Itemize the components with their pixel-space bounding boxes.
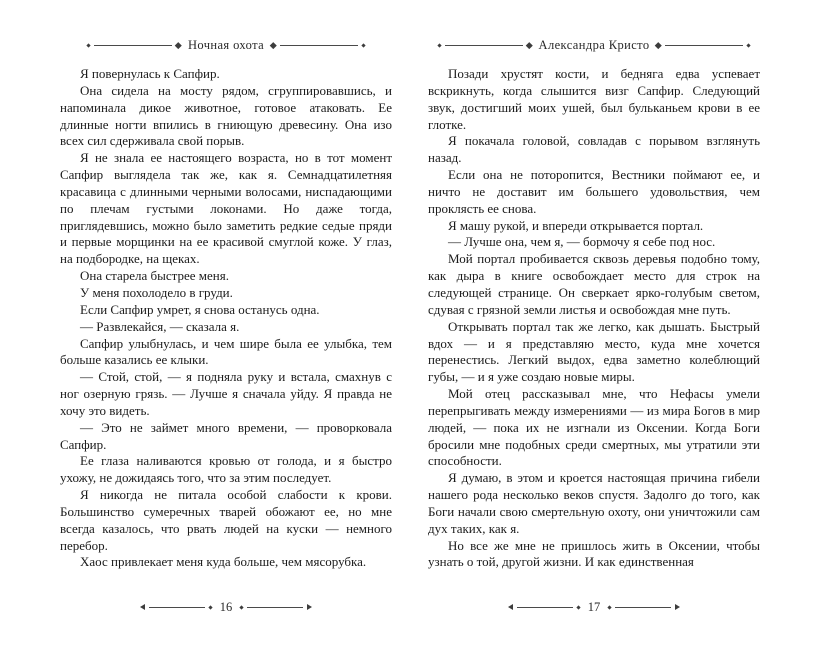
author-name: Александра Кристо [538,37,650,52]
header-ornament-left-icon [87,43,181,48]
paragraph: Позади хрустят кости, и бедняга едва успевает вскрикнуть, когда слышится визг Сапфир. Следующий звук, достигший моих ушей, был бульканьем крови в ее глотке. [428,66,760,132]
paragraph: — Лучше она, чем я, — бормочу я себе под нос. [448,234,716,250]
paragraph: У меня похолодело в груди. [80,284,233,300]
arrow-right-icon [307,604,312,610]
footer-ornament-right-icon [608,604,680,610]
paragraph: Я никогда не питала особой слабости к крови. Большинство сумеречных тварей обожают ее, но мне всегда казалось, что рвать людей на куски — немного перебор. [60,487,392,553]
right-page-content [428,38,760,590]
rule-line [665,45,743,46]
header-ornament-left-icon [438,43,532,48]
diamond-icon [270,42,276,48]
paragraph: Но все же мне не пришлось жить в Оксении, чтобы узнать о той, другой жизни. И как единственная [428,537,760,570]
diamond-icon [208,605,212,609]
header-ornament-right-icon [656,43,750,48]
diamond-icon [746,43,750,47]
diamond-icon [608,605,612,609]
chapter-title: Ночная охота [187,37,265,52]
right-page [410,0,820,661]
diamond-icon [87,43,91,47]
paragraph: Я покачала головой, совладав с порывом взглянуть назад. [428,133,760,166]
paragraph: Я машу рукой, и впереди открывается портал. [448,217,704,233]
rule-line [445,45,523,46]
diamond-icon [437,43,441,47]
paragraph: Она старела быстрее меня. [80,268,229,284]
rule-line [247,607,303,608]
footer-ornament-left-icon [508,604,580,610]
diamond-icon [361,43,365,47]
footer-ornament-right-icon [240,604,312,610]
right-page-text [428,66,760,590]
paragraph: Я повернулась к Сапфир. [80,66,220,81]
paragraph: Открывать портал так же легко, как дышать. Быстрый вдох — и я представляю место, куда мне хочется перенестись. Легкий выдох, едва заметно колеблющий губы, — и я уже создаю новые миры. [428,318,760,385]
rule-line [94,45,172,46]
right-running-header [428,38,760,52]
rule-line [149,607,205,608]
right-page-footer [428,600,760,614]
diamond-icon [526,42,532,48]
diamond-icon [240,605,244,609]
arrow-left-icon [140,604,145,610]
page-number: 17 [587,599,601,614]
diamond-icon [656,42,662,48]
header-ornament-right-icon [271,43,365,48]
rule-line [517,607,573,608]
paragraph: Хаос привлекает меня куда больше, чем мясорубка. [80,554,367,570]
paragraph: Если она не поторопится, Вестники поймают ее, и ничто не доставит им большего удовольствия, чем проклясть ее снова. [428,167,760,216]
left-page-footer [60,600,392,614]
arrow-right-icon [675,604,680,610]
left-page-text [60,66,392,590]
left-page-content [60,38,392,590]
paragraph: — Развлекайся, — сказала я. [80,318,240,334]
paragraph: Ее глаза наливаются кровью от голода, и я быстро ухожу, не дожидаясь того, что за этим последует. [60,453,392,486]
paragraph: Она сидела на мосту рядом, сгруппировавшись, и напоминала дикое животное, готовое атаковать. Ее длинные ногти впились в гниющую древесину. Она изо всех сил сдерживала свой порыв. [60,82,392,149]
rule-line [280,45,358,46]
rule-line [615,607,671,608]
paragraph: Сапфир улыбнулась, и чем шире была ее улыбка, тем больше казались ее клыки. [60,335,392,368]
left-running-header [60,38,392,52]
paragraph: Я не знала ее настоящего возраста, но в тот момент Сапфир выглядела так же, как я. Семнадцатилетняя красавица с длинными черными волосами, ниспадающими по плечам густыми локонами. Но даже тогда, приглядевшись, можно было заметить редкие седые пряди и первые морщинки на ее красивой смуглой коже. У глаз, на подбородке, на щеках. [60,150,392,267]
diamond-icon [176,42,182,48]
paragraph: Если Сапфир умрет, я снова останусь одна. [80,301,320,317]
diamond-icon [576,605,580,609]
paragraph: — Это не займет много времени, — проворковала Сапфир. [60,419,392,452]
page-number: 16 [219,599,233,614]
footer-ornament-left-icon [140,604,212,610]
paragraph: Мой отец рассказывал мне, что Нефасы умели перепрыгивать между измерениями — из мира Богов в мир людей, — пока их не изгнали из Оксении. Когда Боги бросили мне подобных среди смертных, мы утратили эти способности. [428,386,760,469]
paragraph: Я думаю, в этом и кроется настоящая причина гибели нашего рода несколько веков спустя. Задолго до того, как Боги начали свою смертельную охоту, они уничтожили сам дух таких, как я. [428,470,760,536]
paragraph: Мой портал пробивается сквозь деревья подобно тому, как дыра в книге освобождает место для строк на следующей странице. Он сверкает ярко-голубым светом, сдувая с грязной земли листья и освобождая мне путь. [428,251,760,317]
arrow-left-icon [508,604,513,610]
paragraph: — Стой, стой, — я подняла руку и встала, смахнув с ног озерную грязь. — Лучше я сначала уйду. Я правда не хочу это видеть. [60,369,392,418]
